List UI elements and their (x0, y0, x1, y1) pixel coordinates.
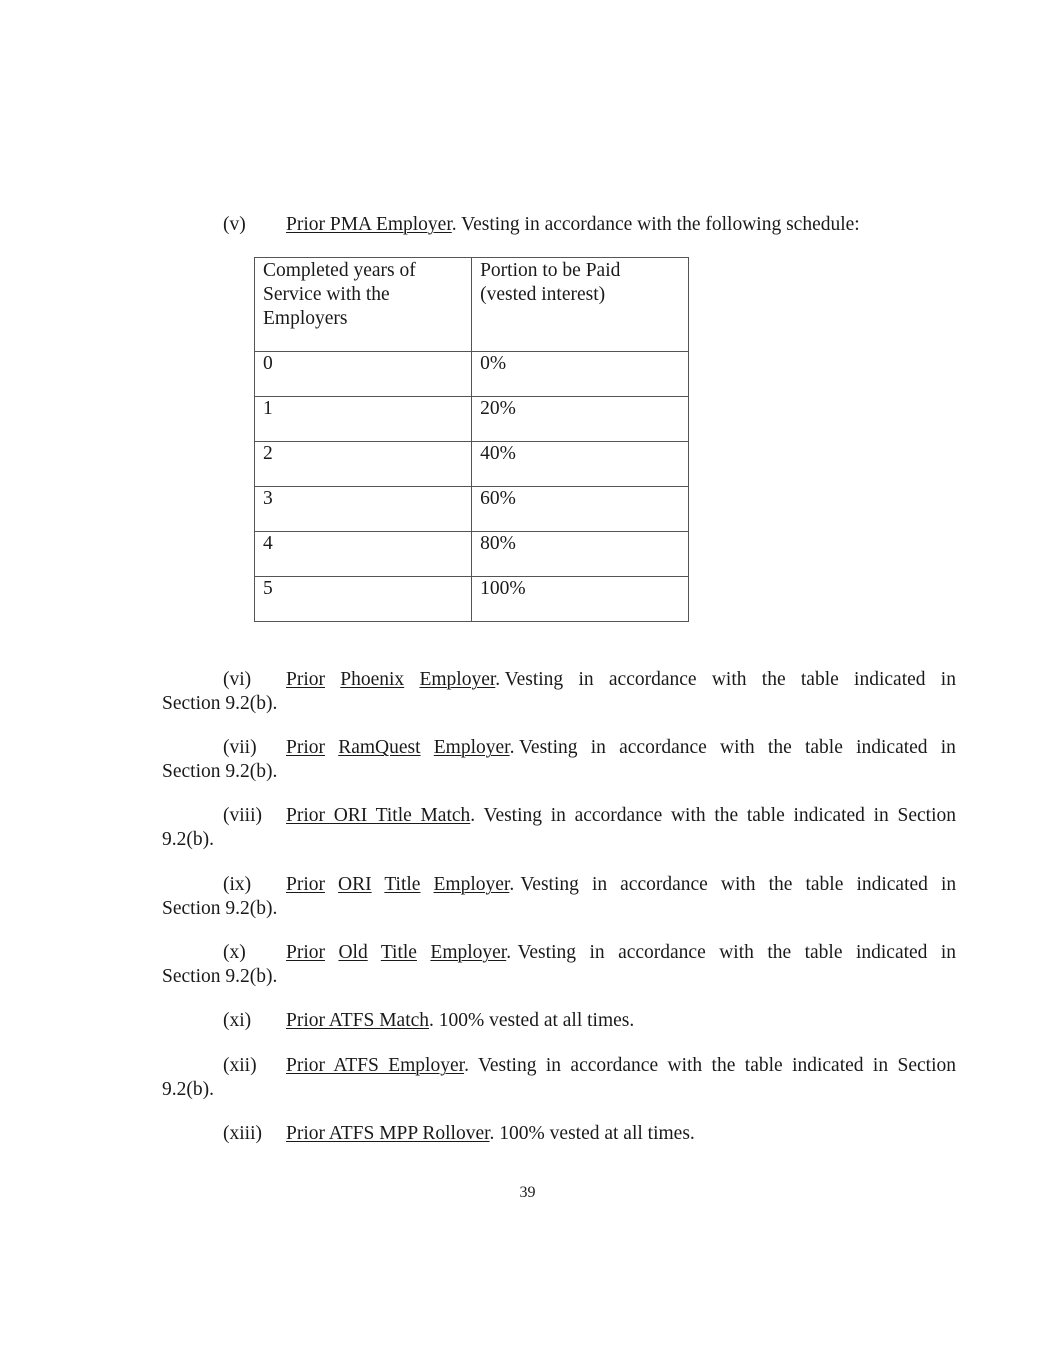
item-line (286, 941, 956, 965)
item-text-word: table (804, 942, 843, 963)
item-title-end (434, 736, 578, 760)
table-row (255, 442, 689, 487)
item-title: Prior ORI Title Match (286, 805, 471, 826)
item-xii (162, 1054, 956, 1102)
item-title-word: Title (384, 874, 421, 895)
item-text-word: . Vesting (495, 669, 564, 690)
item-number: (vi) (223, 669, 252, 690)
item-title-word: Employer (430, 942, 507, 963)
table-cell: 20% (472, 397, 689, 442)
table-row (255, 352, 689, 397)
item-title: Prior ATFS Match (286, 1010, 430, 1031)
item-title-word: Prior (286, 874, 325, 895)
item-text-word: the (767, 737, 792, 758)
item-text-word: accordance (618, 942, 706, 963)
table-cell: 1 (255, 397, 472, 442)
table-row (255, 577, 689, 622)
item-x (162, 941, 956, 989)
item-title-word: Employer (433, 737, 510, 758)
table-row (255, 487, 689, 532)
item-number: (v) (223, 214, 246, 235)
item-text-word: indicated (856, 737, 928, 758)
item-title: Prior ATFS MPP Rollover (286, 1123, 490, 1144)
item-title: Prior PMA Employer (286, 214, 452, 235)
item-title-word: RamQuest (338, 737, 421, 758)
item-vii (162, 736, 956, 784)
item-text-word: . Vesting (506, 942, 576, 963)
item-text-word: in (940, 942, 957, 963)
item-title-word: ORI (338, 874, 372, 895)
item-continuation: Section 9.2(b). (162, 761, 278, 782)
item-text-word: in (591, 874, 608, 895)
item-line (286, 736, 956, 760)
item-text-word: the (761, 669, 786, 690)
item-text-word: accordance (608, 669, 697, 690)
item-title-word: Employer (433, 874, 510, 895)
item-line (286, 668, 956, 692)
item-text-word: . Vesting (509, 737, 578, 758)
item-text-word: table (800, 669, 839, 690)
item-line (286, 1009, 956, 1033)
table-cell: 3 (255, 487, 472, 532)
item-ix (162, 873, 956, 921)
item-text-word: . Vesting (509, 874, 579, 895)
item-text-word: in (940, 737, 956, 758)
item-title-word: Prior (286, 737, 325, 758)
table-header-cell: Completed years of Service with the Employers (255, 258, 472, 352)
table-cell: 0% (472, 352, 689, 397)
item-line (286, 804, 956, 828)
item-text-word: with (720, 874, 756, 895)
item-number: (viii) (223, 805, 262, 826)
item-text: . Vesting in accordance with the table indicated in Section (464, 1055, 956, 1076)
item-title-word: Prior (286, 942, 325, 963)
item-text-word: table (805, 874, 844, 895)
item-text-word: indicated (856, 874, 928, 895)
table-cell: 100% (472, 577, 689, 622)
item-title-word: Employer (419, 669, 496, 690)
item-line (286, 213, 956, 237)
item-text-word: table (804, 737, 843, 758)
item-title: Prior ATFS Employer (286, 1055, 465, 1076)
item-line (286, 1122, 956, 1146)
table-cell: 2 (255, 442, 472, 487)
item-text-word: with (711, 669, 747, 690)
item-text-word: with (720, 737, 755, 758)
item-title-word: Old (338, 942, 368, 963)
item-text-word: in (940, 669, 956, 690)
item-text-word: the (768, 874, 793, 895)
item-text-word: in (940, 874, 957, 895)
item-text-word: in (589, 942, 605, 963)
item-continuation: 9.2(b). (162, 1079, 214, 1100)
item-title-end (419, 668, 563, 692)
vesting-schedule-table (254, 257, 689, 622)
item-v (162, 213, 956, 237)
table-row (255, 532, 689, 577)
item-text: . Vesting in accordance with the table indicated in Section (470, 805, 956, 826)
table-cell: 0 (255, 352, 472, 397)
item-text: . Vesting in accordance with the following schedule: (451, 214, 860, 235)
item-text-word: in (590, 737, 606, 758)
item-text-word: accordance (620, 874, 708, 895)
table-cell: 4 (255, 532, 472, 577)
item-title-word: Title (380, 942, 417, 963)
item-line (286, 1054, 956, 1078)
item-number: (x) (223, 942, 246, 963)
table-header-cell: Portion to be Paid (vested interest) (472, 258, 689, 352)
item-viii (162, 804, 956, 852)
item-number: (xii) (223, 1055, 257, 1076)
item-number: (xi) (223, 1010, 252, 1031)
item-xi (162, 1009, 956, 1033)
table-header-row (255, 258, 689, 352)
item-number: (vii) (223, 737, 257, 758)
item-text: . 100% vested at all times. (489, 1123, 695, 1144)
item-continuation: Section 9.2(b). (162, 898, 278, 919)
item-vi (162, 668, 956, 716)
item-text-word: indicated (855, 942, 928, 963)
item-title-word: Prior (286, 669, 325, 690)
item-text-word: with (719, 942, 754, 963)
item-continuation: Section 9.2(b). (162, 693, 278, 714)
table-cell: 60% (472, 487, 689, 532)
table-row (255, 397, 689, 442)
item-line (286, 873, 956, 897)
table-cell: 80% (472, 532, 689, 577)
item-continuation: 9.2(b). (162, 829, 214, 850)
item-text-word: the (767, 942, 792, 963)
item-title-word: Phoenix (340, 669, 405, 690)
item-number: (xiii) (223, 1123, 262, 1144)
item-text: . 100% vested at all times. (429, 1010, 635, 1031)
table-cell: 40% (472, 442, 689, 487)
item-text-word: accordance (619, 737, 707, 758)
item-number: (ix) (223, 874, 252, 895)
table-cell: 5 (255, 577, 472, 622)
page-number: 39 (519, 1184, 536, 1201)
item-continuation: Section 9.2(b). (162, 966, 278, 987)
item-xiii (162, 1122, 956, 1146)
item-text-word: in (578, 669, 594, 690)
item-title-end (338, 736, 420, 760)
item-text-word: indicated (854, 669, 926, 690)
